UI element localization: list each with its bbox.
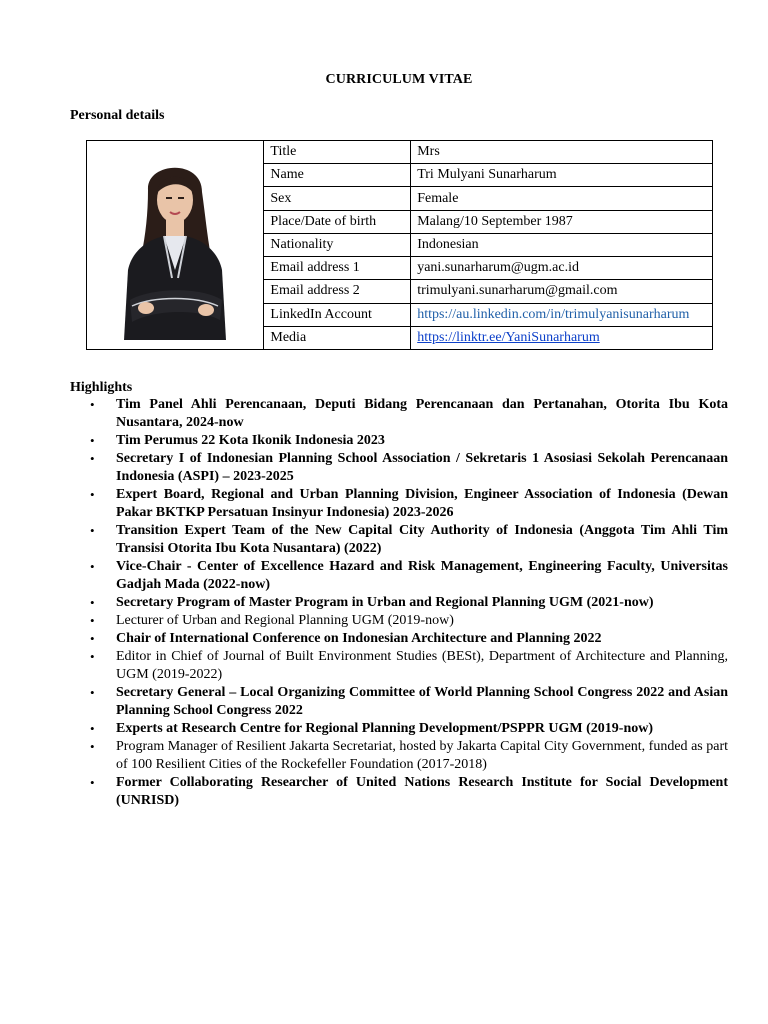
detail-value: Tri Mulyani Sunarharum	[411, 164, 713, 187]
list-item	[70, 486, 728, 522]
bullet-icon: •	[90, 559, 95, 574]
highlights-list	[70, 396, 728, 810]
media-cell	[411, 326, 713, 349]
email-2-value: trimulyani.sunarharum@gmail.com	[411, 280, 713, 303]
list-item	[70, 558, 728, 594]
highlight-text: Lecturer of Urban and Regional Planning UGM (2019-now)	[116, 613, 454, 628]
detail-label: LinkedIn Account	[264, 303, 411, 326]
bullet-icon: •	[90, 613, 95, 628]
highlight-text: Secretary I of Indonesian Planning School Association / Sekretaris 1 Asosiasi Sekolah Perencanaan Indonesia (ASPI) – 2023-2025	[116, 451, 728, 484]
photo-cell	[87, 141, 264, 350]
detail-label: Sex	[264, 187, 411, 210]
list-item	[70, 684, 728, 720]
linkedin-link[interactable]: https://au.linkedin.com/in/trimulyanisunarharum	[417, 306, 690, 322]
highlight-text: Experts at Research Centre for Regional Planning Development/PSPPR UGM (2019-now)	[116, 721, 653, 736]
detail-label: Nationality	[264, 233, 411, 256]
personal-details-heading: Personal details	[70, 108, 165, 123]
highlight-text: Vice-Chair - Center of Excellence Hazard and Risk Management, Engineering Faculty, Universitas Gadjah Mada (2022-now)	[116, 559, 728, 592]
bullet-icon: •	[90, 397, 95, 412]
detail-label: Email address 2	[264, 280, 411, 303]
highlights-heading: Highlights	[70, 380, 133, 395]
page-title: CURRICULUM VITAE	[325, 72, 473, 87]
linkedin-cell	[411, 303, 713, 326]
bullet-icon: •	[90, 721, 95, 736]
list-item	[70, 774, 728, 810]
list-item	[70, 720, 728, 738]
portrait-photo-icon	[110, 150, 240, 340]
detail-value: Malang/10 September 1987	[411, 210, 713, 233]
bullet-icon: •	[90, 649, 95, 664]
bullet-icon: •	[90, 685, 95, 700]
highlight-text: Former Collaborating Researcher of United Nations Research Institute for Social Development (UNRISD)	[116, 775, 728, 808]
detail-label: Title	[264, 141, 411, 164]
highlight-text: Chair of International Conference on Indonesian Architecture and Planning 2022	[116, 631, 602, 646]
highlight-text: Tim Panel Ahli Perencanaan, Deputi Bidang Perencanaan dan Pertanahan, Otorita Ibu Kota Nusantara, 2024-now	[116, 397, 728, 430]
list-item	[70, 630, 728, 648]
detail-value: Indonesian	[411, 233, 713, 256]
list-item	[70, 432, 728, 450]
highlight-text: Secretary Program of Master Program in Urban and Regional Planning UGM (2021-now)	[116, 595, 654, 610]
list-item	[70, 648, 728, 684]
highlight-text: Secretary General – Local Organizing Committee of World Planning School Congress 2022 and Asian Planning School Congress 2022	[116, 685, 728, 718]
detail-value: Mrs	[411, 141, 713, 164]
bullet-icon: •	[90, 775, 95, 790]
list-item	[70, 612, 728, 630]
email-1-value: yani.sunarharum@ugm.ac.id	[411, 257, 713, 280]
bullet-icon: •	[90, 523, 95, 538]
detail-row-title	[87, 141, 713, 164]
media-link[interactable]: https://linktr.ee/YaniSunarharum	[417, 329, 600, 345]
bullet-icon: •	[90, 433, 95, 448]
bullet-icon: •	[90, 595, 95, 610]
list-item	[70, 594, 728, 612]
detail-label: Email address 1	[264, 257, 411, 280]
personal-details-table	[86, 140, 713, 350]
bullet-icon: •	[90, 451, 95, 466]
detail-label: Media	[264, 326, 411, 349]
highlight-text: Editor in Chief of Journal of Built Environment Studies (BESt), Department of Architecture and Planning, UGM (2019-2022)	[116, 649, 728, 682]
list-item	[70, 738, 728, 774]
bullet-icon: •	[90, 487, 95, 502]
detail-label: Name	[264, 164, 411, 187]
bullet-icon: •	[90, 631, 95, 646]
list-item	[70, 450, 728, 486]
detail-value: Female	[411, 187, 713, 210]
highlight-text: Expert Board, Regional and Urban Planning Division, Engineer Association of Indonesia (Dewan Pakar BKTKP Persatuan Insinyur Indonesia) 2023-2026	[116, 487, 728, 520]
list-item	[70, 522, 728, 558]
highlight-text: Transition Expert Team of the New Capital City Authority of Indonesia (Anggota Tim Ahli Tim Transisi Otorita Ibu Kota Nusantara) (2022)	[116, 523, 728, 556]
highlight-text: Tim Perumus 22 Kota Ikonik Indonesia 2023	[116, 433, 385, 448]
bullet-icon: •	[90, 739, 95, 754]
list-item	[70, 396, 728, 432]
detail-label: Place/Date of birth	[264, 210, 411, 233]
highlight-text: Program Manager of Resilient Jakarta Secretariat, hosted by Jakarta Capital City Government, funded as part of 100 Resilient Cities of the Rockefeller Foundation (2017-2018)	[116, 739, 728, 772]
